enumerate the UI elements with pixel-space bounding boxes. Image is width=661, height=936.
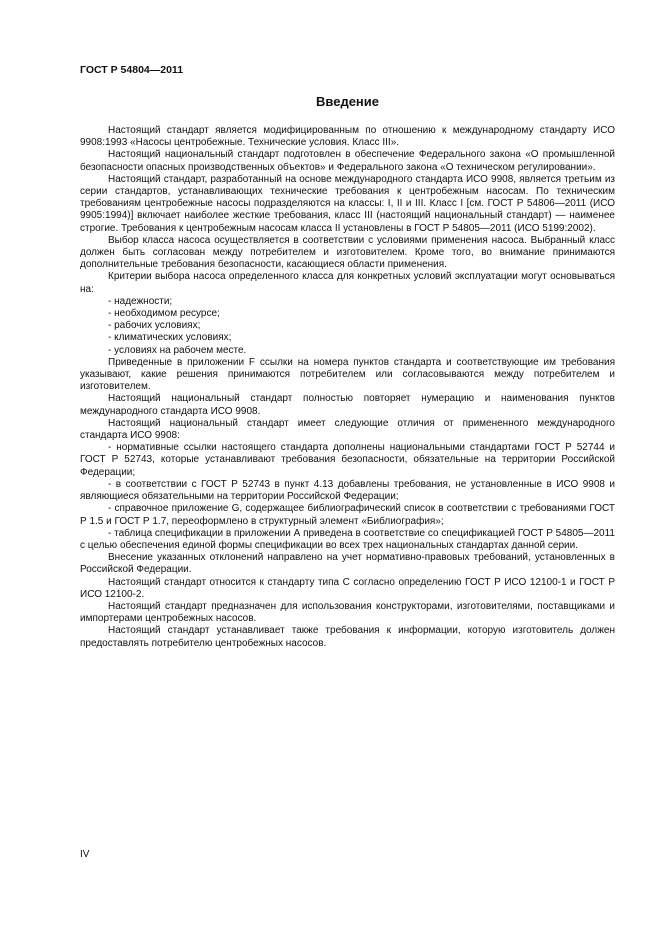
paragraph: - в соответствии с ГОСТ Р 52743 в пункт 4.13 добавлены требования, не установленные в ИСО 9908 и являющиеся обязательными на территории Российской Федерации;	[80, 478, 615, 503]
list-item: - климатических условиях;	[108, 332, 232, 344]
list-item: - рабочих условиях;	[108, 320, 201, 332]
paragraph: - таблица спецификации в приложении А приведена в соответствие со спецификацией ГОСТ Р 54805—2011 с целью обеспечения единой формы спецификации во всех трех национальных стандартах данной серии.	[80, 527, 615, 551]
paragraph: - справочное приложение G, содержащее библиографический список в соответствии с требованиями ГОСТ Р 1.5 и ГОСТ Р 1.7, переоформлено в структурный элемент «Библиография»;	[80, 503, 615, 527]
document-body	[80, 125, 615, 650]
paragraph: Настоящий национальный стандарт полностью повторяет нумерацию и наименования пунктов международного стандарта ИСО 9908.	[80, 393, 615, 417]
paragraph: Настоящий национальный стандарт имеет следующие отличия от примененного международного стандарта ИСО 9908:	[80, 417, 615, 442]
list-item: - надежности;	[108, 295, 173, 307]
paragraph: Настоящий стандарт, разработанный на основе международного стандарта ИСО 9908, является третьим из серии стандартов, устанавливающих технические требования к центробежным насосам. По техническим требованиям центробежные насосы подразделяются на классы: I, II и III. Класс I [см. ГОСТ Р 54806—2011 (ИСО 9905:1994)] включает наиболее жесткие требования, класс III (настоящий национальный стандарт) — наименее строгие. Требования к центробежным насосам класса II установлены в ГОСТ Р 54805—2011 (ИСО 5199:2002).	[80, 173, 615, 234]
paragraph: Критерии выбора насоса определенного класса для конкретных условий эксплуатации могут основываться на:	[80, 271, 615, 295]
list-item: - необходимом ресурсе;	[108, 308, 220, 320]
section-title: Введение	[316, 94, 379, 109]
paragraph: Внесение указанных отклонений направлено на учет нормативно-правовых требований, установленных в Российской Федерации.	[80, 552, 615, 576]
list-item: - условиях на рабочем месте.	[108, 344, 247, 356]
paragraph: Настоящий национальный стандарт подготовлен в обеспечение Федерального закона «О промышленной безопасности опасных производственных объектов» и Федерального закона «О техническом регулировании».	[80, 149, 615, 173]
paragraph: Настоящий стандарт устанавливает также требования к информации, которую изготовитель должен предоставлять потребителю центробежных насосов.	[80, 625, 615, 649]
document-header: ГОСТ Р 54804—2011	[80, 64, 184, 76]
paragraph: Настоящий стандарт относится к стандарту типа С согласно определению ГОСТ Р ИСО 12100-1 и ГОСТ Р ИСО 12100-2.	[80, 576, 615, 600]
paragraph: Приведенные в приложении F ссылки на номера пунктов стандарта и соответствующие им требования указывают, какие решения принимаются потребителем или согласовываются между потребителем и изготовителем.	[80, 356, 615, 393]
page-number: IV	[80, 849, 90, 860]
paragraph: - нормативные ссылки настоящего стандарта дополнены национальными стандартами ГОСТ Р 52744 и ГОСТ Р 52743, которые устанавливают требования безопасности, обязательные на территории Российской Федерации;	[80, 442, 615, 478]
paragraph: Выбор класса насоса осуществляется в соответствии с условиями применения насоса. Выбранный класс должен быть согласован между потребителем и изготовителем. Кроме того, во внимание принимаются дополнительные требования безопасности, касающиеся области применения.	[80, 234, 615, 271]
paragraph: Настоящий стандарт предназначен для использования конструкторами, изготовителями, поставщиками и импортерами центробежных насосов.	[80, 600, 615, 625]
paragraph: Настоящий стандарт является модифицированным по отношению к международному стандарту ИСО 9908:1993 «Насосы центробежные. Технические условия. Класс III».	[80, 125, 615, 149]
